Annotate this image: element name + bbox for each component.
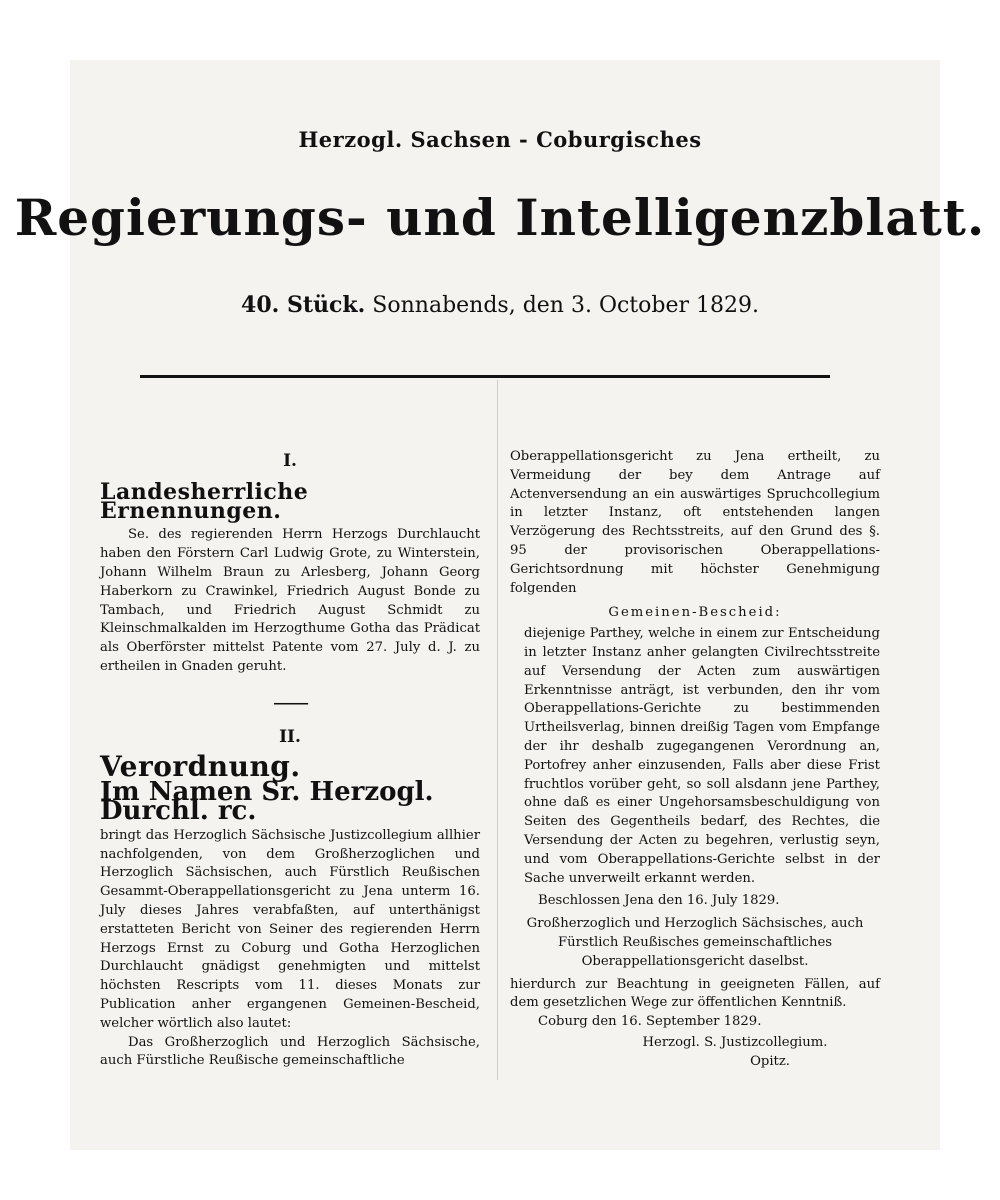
decree-quote-start: Das Großherzoglich und Herzoglich Sächsische, auch Fürstliche Reußische gemeinschaftliche [100,1034,480,1069]
gemeinen-text: diejenige Parthey, welche in einem zur Entscheidung in letzter Instanz anher gelangten Civilrechtsstreite auf Versendung der Acten zum auswärtigen Erkenntnisse anträgt, ist verbunden, den ihr vom Oberappellations-Gerichte zu bestimmenden Urtheilsverlag, binnen dreißig Tagen vom Empfange der ihr deshalb zugegangenen Verordnung an, Portofrey anher einzusenden, Falls aber diese Frist fruchtlos vorüber geht, so soll alsdann jene Parthey, ohne daß es einer Ungehorsamsbeschuldigung von Seiten des Gegentheils bedarf, des Rechtes, die Versendung der Acten zu begehren, verlustig seyn, und vom Oberappellations-Gerichte selbst in der Sache unverweilt erkannt werden. [524,626,880,886]
court-name: Großherzoglich und Herzoglich Sächsisches, auch Fürstlich Reußisches gemeinschaftliches Oberappellationsgericht daselbst. [526,916,864,969]
masthead-issue-line [0,292,1000,318]
hierdurch-text: hierdurch zur Beachtung in geeigneten Fällen, auf dem gesetzlichen Wege zur öffentlichen Kenntniß. [510,976,880,1011]
decree-body: bringt das Herzoglich Sächsische Justizcollegium allhier nachfolgenden, von dem Großherzoglichen und Herzoglich Sächsischen, auch Fürstlich Reußischen Gesammt-Oberappellationsgericht zu Jena unterm 16. July dieses Jahres verabfaßten, auf unterthänigst erstatteten Bericht von Seiner des regierenden Herrn Herzogs Ernst zu Coburg und Gotha Herzoglichen Durchlaucht gnädigst genehmigten und mittelst höchsten Rescripts vom 11. dieses Monats zur Publication anher ergangenen Gemeinen-Bescheid, welcher wörtlich also lautet: [100,827,480,1031]
decree-heading: Im Namen Sr. Herzogl. Durchl. rc. [100,777,434,826]
signature-org: Herzogl. S. Justizcollegium. [642,1034,828,1050]
header-rule [140,375,830,378]
gemeinen-heading: Gemeinen-Bescheid: [608,605,782,621]
issue-date: Sonnabends, den 3. October 1829. [372,293,759,318]
column-divider [497,380,498,1080]
beschlossen-line: Beschlossen Jena den 16. July 1829. [538,893,780,909]
issue-number: 40. Stück. [241,292,366,318]
right-column [510,448,880,1072]
section-separator: ——— [273,695,307,711]
masthead-title: Regierungs- und Intelligenzblatt. [14,188,986,247]
section-1-title: Landesherrliche Ernennungen. [100,478,309,524]
continuation-text: Oberappellationsgericht zu Jena ertheilt, zu Vermeidung der bey dem Antrage auf Actenversendung an ein auswärtiges Spruchcollegium in letzter Instanz, oft entstehenden langen Verzögerung des Rechtsstreits, auf den Grund des §. 95 der provisorischen Oberappellations-Gerichtsordnung mit höchster Genehmigung folgenden [510,449,880,596]
masthead-subtitle: Herzogl. Sachsen - Coburgisches [298,127,702,152]
place-date: Coburg den 16. September 1829. [538,1014,762,1030]
section-1-number: I. [283,451,297,471]
section-2-number: II. [279,726,301,747]
section-1-text: Se. des regierenden Herrn Herzogs Durchlaucht haben den Förstern Carl Ludwig Grote, zu Winterstein, Johann Wilhelm Braun zu Arlesberg, Johann Georg Haberkorn zu Crawinkel, Friedrich August Bonde zu Tambach, und Friedrich August Schmidt zu Kleinschmalkalden im Herzogthume Gotha das Prädicat als Oberförster mittelst Patente vom 27. July d. J. zu ertheilen in Gnaden geruht. [100,527,480,674]
section-2-title: Verordnung. [100,750,301,784]
left-column [100,452,480,1071]
signature-name: Opitz. [750,1053,790,1069]
